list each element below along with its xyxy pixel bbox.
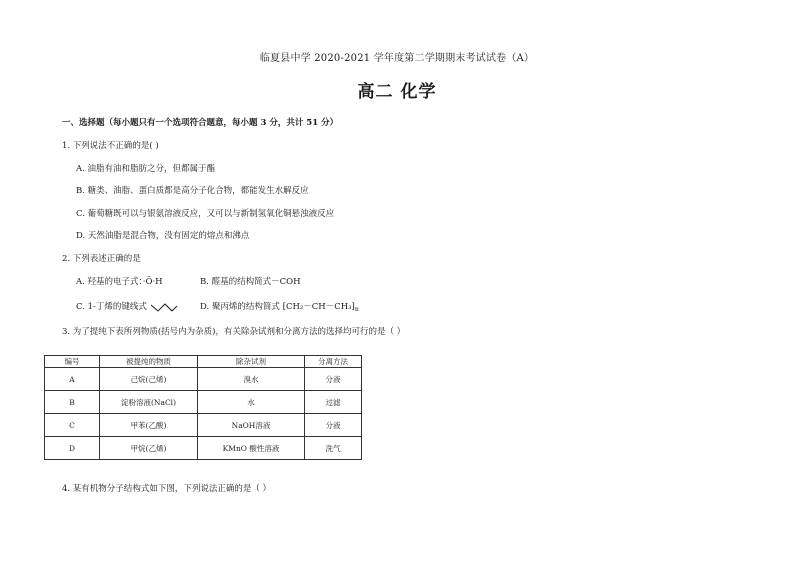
cell-substance: 己烷(己烯) <box>100 368 198 391</box>
question-2-stem: 2. 下列表述正确的是 <box>62 254 141 264</box>
cell-number: C <box>45 414 100 437</box>
question-1-option-a: A. 油脂有油和脂肪之分，但都属于酯 <box>76 164 216 174</box>
question-2-option-b: B. 醛基的结构简式－COH <box>200 277 301 287</box>
bracket-right-icon: ] <box>351 302 355 312</box>
polypropylene-formula: CH₂－CH－CH₃ <box>285 302 352 312</box>
question-3-stem: 3. 为了提纯下表所列物质(括号内为杂质)，有关除杂试剂和分离方法的选择均可行的是（ ） <box>62 327 406 337</box>
question-2-option-d <box>200 300 359 313</box>
hydroxyl-electron-formula: ·Ö·H <box>142 277 163 287</box>
subject-title: 高二 化学 <box>357 82 437 102</box>
table-row <box>45 368 362 391</box>
question-1-option-c: C. 葡萄糖既可以与银氨溶液反应，又可以与新制氢氧化铜悬浊液反应 <box>76 209 335 219</box>
cell-substance: 甲苯(乙酸) <box>100 414 198 437</box>
header-substance: 被提纯的物质 <box>100 356 198 368</box>
option-d-label: D. 聚丙烯的结构简式 <box>200 302 280 312</box>
cell-reagent: NaOH溶液 <box>198 414 305 437</box>
cell-substance: 淀粉溶液(NaCl) <box>100 391 198 414</box>
cell-substance: 甲烷(乙烯) <box>100 437 198 460</box>
cell-number: A <box>45 368 100 391</box>
question-4-stem: 4. 某有机物分子结构式如下图，下列说法正确的是（ ） <box>62 484 272 494</box>
cell-method: 过滤 <box>305 391 362 414</box>
cell-reagent: KMnO 酸性溶液 <box>198 437 305 460</box>
table-row <box>45 437 362 460</box>
table-row <box>45 414 362 437</box>
cell-method: 分液 <box>305 414 362 437</box>
header-method: 分离方法 <box>305 356 362 368</box>
question-1-option-b: B. 糖类、油脂、蛋白质都是高分子化合物，都能发生水解反应 <box>76 186 309 196</box>
option-a-label: A. 羟基的电子式： <box>76 277 143 287</box>
cell-reagent: 溴水 <box>198 368 305 391</box>
option-c-label: C. 1-丁烯的键线式 <box>76 302 147 312</box>
question-1-option-d: D. 天然油脂是混合物，没有固定的熔点和沸点 <box>76 231 250 241</box>
cell-method: 分液 <box>305 368 362 391</box>
question-1-stem: 1. 下列说法不正确的是( ) <box>62 141 159 151</box>
table-header-row <box>45 356 362 368</box>
cell-reagent: 水 <box>198 391 305 414</box>
butene-skeletal-formula-icon <box>150 301 178 313</box>
section-heading: 一、选择题（每小题只有一个选项符合题意，每小题 3 分，共计 51 分） <box>62 118 339 128</box>
bracket-left-icon: [ <box>282 302 286 312</box>
polymer-degree: n <box>354 306 359 313</box>
header-number: 编号 <box>45 356 100 368</box>
question-2-option-c <box>76 300 178 313</box>
header-reagent: 除杂试剂 <box>198 356 305 368</box>
cell-method: 洗气 <box>305 437 362 460</box>
table-row <box>45 391 362 414</box>
exam-title: 临夏县中学 2020-2021 学年度第二学期期末考试试卷（A） <box>259 53 535 64</box>
cell-number: D <box>45 437 100 460</box>
question-2-option-a <box>76 275 163 287</box>
purification-table <box>44 355 362 460</box>
cell-number: B <box>45 391 100 414</box>
